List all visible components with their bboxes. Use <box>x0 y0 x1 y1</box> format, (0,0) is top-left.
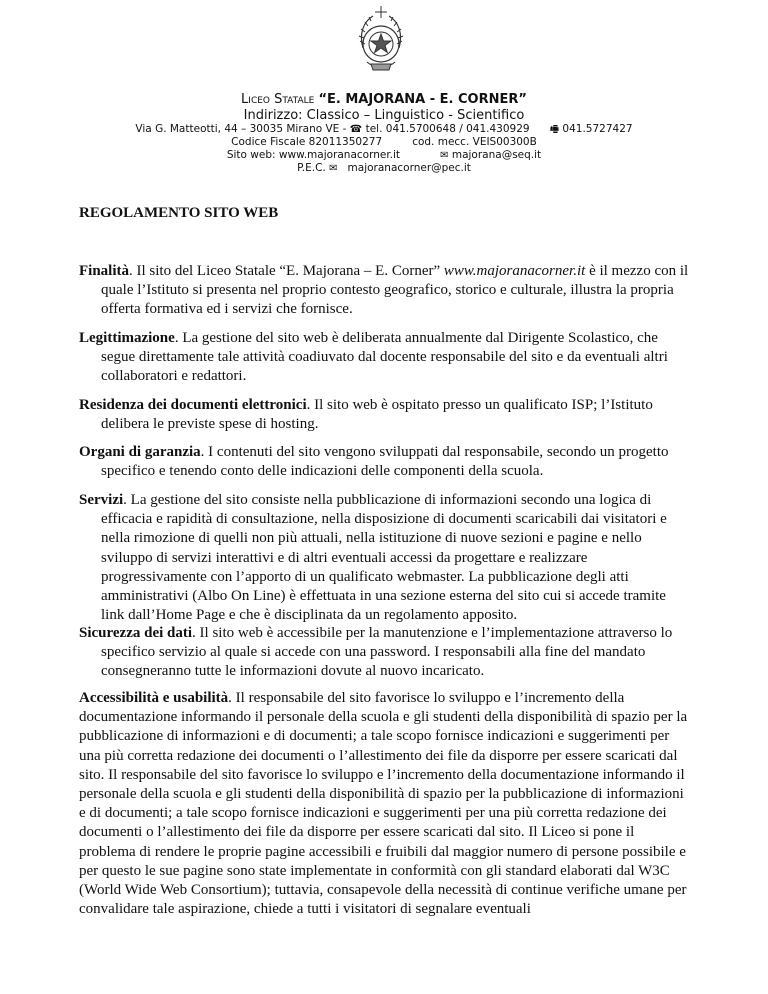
republic-emblem <box>355 4 407 92</box>
section-text: . La gestione del sito consiste nella pubblicazione di informazioni secondo una logica di efficacia e rapidità di consultazione, nella disposizione di documenti scaricabili dai visitatori e nella rimozione di quelli non più attuali, nella istituzione di nuove sezioni e pagine e nello sviluppo di servizi interattivi e di altri eventuali accessi da progettare e realizzare progressivamente con l’apporto di un qualificato webmaster. La pubblicazione degli atti amministrativi (Albo On Line) è effettuata in una sezione esterna del sito cui si accede tramite link dall’Home Page e che è disciplinata da un regolamento apposito. <box>101 492 667 624</box>
section-text: . La gestione del sito web è deliberata annualmente dal Dirigente Scolastico, che segue direttamente tale attività coadiuvato dal docente responsabile del sito e da eventuali altri collaboratori e redattori. <box>101 330 668 385</box>
section-text: . I contenuti del sito vengono sviluppati dal responsabile, secondo un progetto specifico e tenendo conto delle indicazioni delle componenti della scuola. <box>101 444 669 480</box>
section-accessibilita <box>79 689 693 919</box>
codice-fiscale: Codice Fiscale 82011350277 <box>231 136 383 148</box>
web-line <box>0 149 768 162</box>
section-text: . Il sito web è accessibile per la manutenzione e l’implementazione attraverso lo specifico servizio al quale si accede con una password. I responsabili alla fine del mandato consegneranno tutte le informazioni dovute al nuovo incaricato. <box>101 625 673 680</box>
contact-line <box>0 123 768 136</box>
contact-address: Via G. Matteotti, 44 – 30035 Mirano VE - <box>135 123 347 135</box>
email[interactable]: majorana@seq.it <box>451 149 542 161</box>
section-heading: Sicurezza dei dati <box>79 625 193 641</box>
contact-fax: 041.5727427 <box>562 123 633 135</box>
section-finalita <box>79 262 693 320</box>
section-heading: Servizi <box>79 492 124 508</box>
section-text: . Il sito web è ospitato presso un qualificato ISP; l’Istituto delibera le previste spese di hosting. <box>101 397 653 433</box>
section-organi <box>79 443 693 481</box>
section-text: è il mezzo con il quale l’Istituto si presenta nel proprio contesto geografico, storico e culturale, illustra la propria offerta formativa ed i servizi che fornisce. <box>101 263 689 318</box>
contact-tel: tel. 041.5700648 / 041.430929 <box>365 123 530 135</box>
section-heading: Finalità <box>79 263 130 279</box>
codes-line <box>0 136 768 149</box>
fax-icon: 🖷 <box>549 124 560 135</box>
section-servizi <box>79 491 693 625</box>
section-text: . Il responsabile del sito favorisce lo sviluppo e l’incremento della documentazione informando il personale della scuola e gli studenti della disponibilità di spazio per la pubblicazione di informazioni e di documenti; a tale scopo fornisce indicazioni e suggerimenti per una più corretta redazione dei documenti o l’allestimento dei file da disporre per essere scaricati dal sito. Il responsabile del sito favorisce lo sviluppo e l’incremento della documentazione informando il personale della scuola e gli studenti della disponibilità di spazio per la pubblicazione di informazioni e di documenti; a tale scopo fornisce indicazioni e suggerimenti per una più corretta redazione dei documenti o l’allestimento dei file da disporre per essere scaricati dal sito. Il Liceo si pone il problema di rendere le proprie pagine accessibili e fruibili dal maggior numero di persone possibile e per questo le sue pagine sono state implementate in conformità con gli standard elaborati dal W3C (World Wide Web Consortium); tuttavia, consapevole della necessità di continue verifiche umane per convalidare tale aspirazione, chiede a tutti i visitatori di segnalare eventuali <box>79 690 688 918</box>
phone-icon: ☎ <box>349 124 363 135</box>
section-heading: Legittimazione <box>79 330 175 346</box>
mail-icon: ✉ <box>440 150 449 161</box>
document-title: REGOLAMENTO SITO WEB <box>79 205 279 221</box>
section-heading: Accessibilità e usabilità <box>79 690 229 706</box>
letterhead <box>0 92 768 175</box>
pec-label: P.E.C. <box>297 162 326 174</box>
section-sicurezza <box>79 624 693 682</box>
school-prefix: Liceo Statale <box>241 92 315 107</box>
pec-line <box>0 162 768 175</box>
school-address-line: Indirizzo: Classico – Linguistico - Scientifico <box>243 108 525 123</box>
mail-icon: ✉ <box>329 163 338 174</box>
section-text: . Il sito del Liceo Statale “E. Majorana – E. Corner” <box>129 263 441 279</box>
school-name: “E. MAJORANA - E. CORNER” <box>318 92 527 107</box>
website-link[interactable]: www.majoranacorner.it <box>443 263 586 279</box>
school-title <box>0 92 768 108</box>
section-residenza <box>79 396 693 434</box>
cod-mecc: cod. mecc. VEIS00300B <box>412 136 537 148</box>
section-heading: Organi di garanzia <box>79 444 201 460</box>
pec-email[interactable]: majoranacorner@pec.it <box>347 162 471 174</box>
section-legittimazione <box>79 329 693 387</box>
section-heading: Residenza dei documenti elettronici <box>79 397 307 413</box>
sito-web[interactable]: Sito web: www.majoranacorner.it <box>226 149 401 161</box>
